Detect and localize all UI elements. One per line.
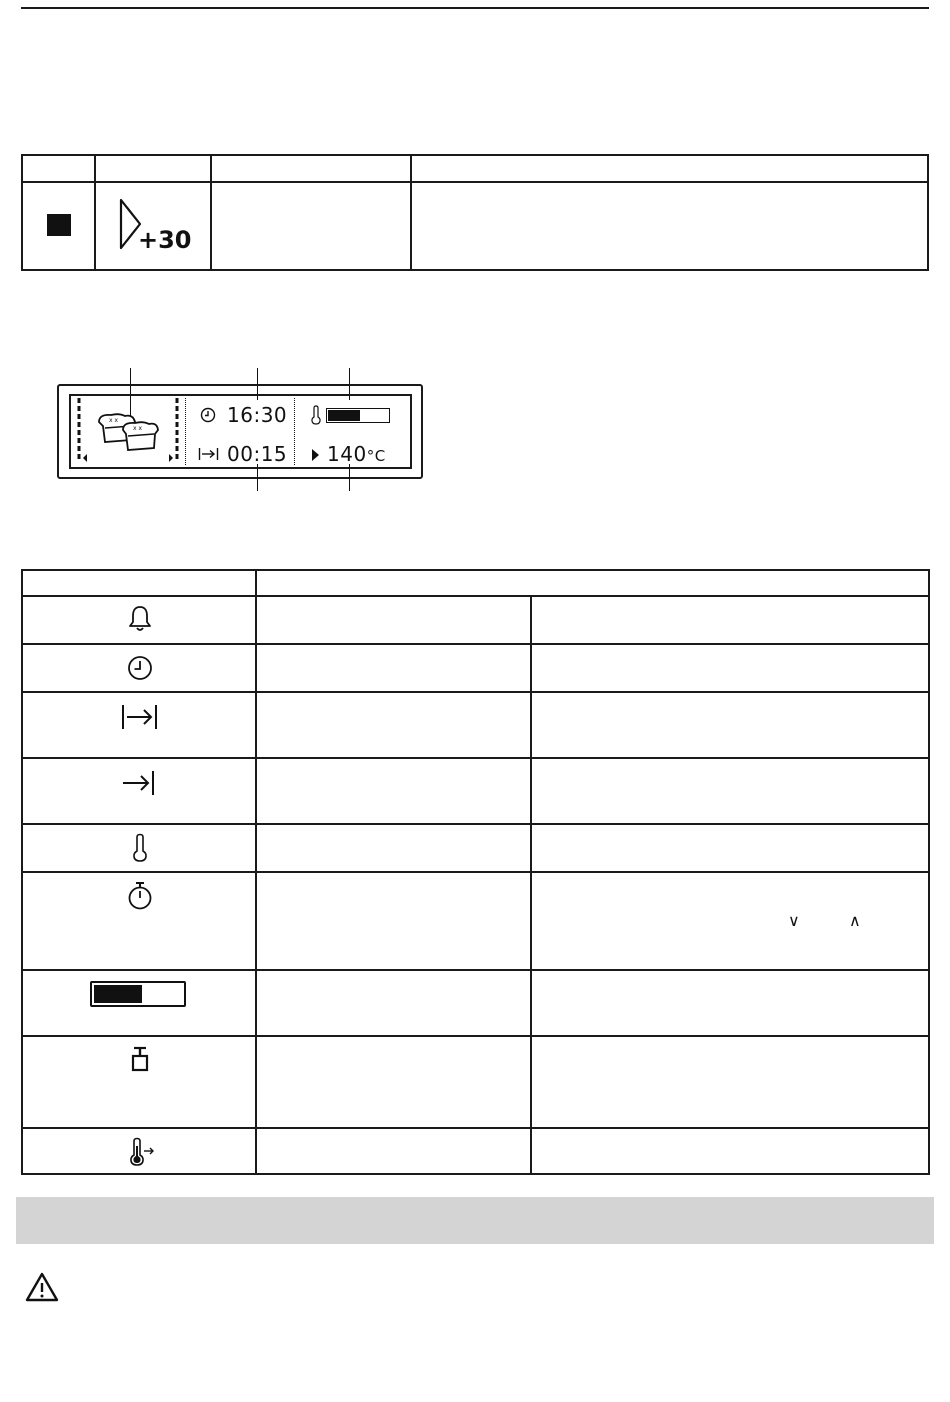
display-indicators-table (21, 569, 930, 1175)
temperature-value: 140 (327, 442, 367, 466)
svg-text:x x: x x (109, 417, 119, 424)
row-divider (23, 871, 928, 873)
column-divider (210, 156, 212, 269)
duration-readout: 00:15 (227, 442, 288, 466)
plus-30-label: +30 (138, 226, 192, 254)
thermometer-icon (132, 833, 148, 863)
bread-loaves-icon (95, 412, 163, 454)
function-table (21, 154, 929, 271)
time-readout: 16:30 (227, 403, 288, 427)
column-divider (255, 571, 257, 1173)
bell-icon (128, 604, 152, 632)
arrow-right-indicator-icon (311, 448, 321, 462)
row-divider (23, 595, 928, 597)
clock-icon (200, 407, 216, 423)
top-rule (21, 7, 929, 9)
stop-square-icon (47, 214, 71, 236)
column-divider (94, 156, 96, 269)
row-divider (23, 757, 928, 759)
warning-triangle-icon (25, 1272, 59, 1302)
heat-up-bar-icon (90, 981, 186, 1007)
heat-up-bar-fill (94, 985, 142, 1003)
thermometer-icon (310, 405, 322, 425)
divider (185, 398, 186, 465)
column-divider (410, 156, 412, 269)
row-divider (23, 691, 928, 693)
display-screen (69, 394, 412, 469)
heat-up-bar (326, 408, 390, 423)
duration-icon (121, 703, 159, 731)
section-heading-band (16, 1197, 934, 1244)
oven-display (57, 384, 423, 479)
divider (294, 398, 295, 465)
clock-icon (127, 655, 153, 681)
door-lock-icon (130, 1046, 150, 1074)
row-divider (23, 643, 928, 645)
temperature-readout (327, 442, 386, 466)
timer-icon (127, 881, 153, 911)
play-plus-30-icon (118, 196, 190, 254)
heat-up-bar-fill (328, 410, 360, 421)
column-divider (530, 595, 532, 1173)
row-divider (23, 1035, 928, 1037)
duration-icon (198, 446, 220, 462)
row-divider (23, 1127, 928, 1129)
svg-text:x x: x x (133, 425, 143, 432)
up-key-glyph: ∧ (849, 911, 861, 930)
table-header-row (23, 156, 927, 183)
temperature-unit: °C (366, 447, 386, 465)
row-divider (23, 823, 928, 825)
temperature-indicator-icon (129, 1137, 157, 1167)
end-time-icon (121, 769, 157, 797)
down-key-glyph: ∨ (788, 911, 800, 930)
row-divider (23, 969, 928, 971)
